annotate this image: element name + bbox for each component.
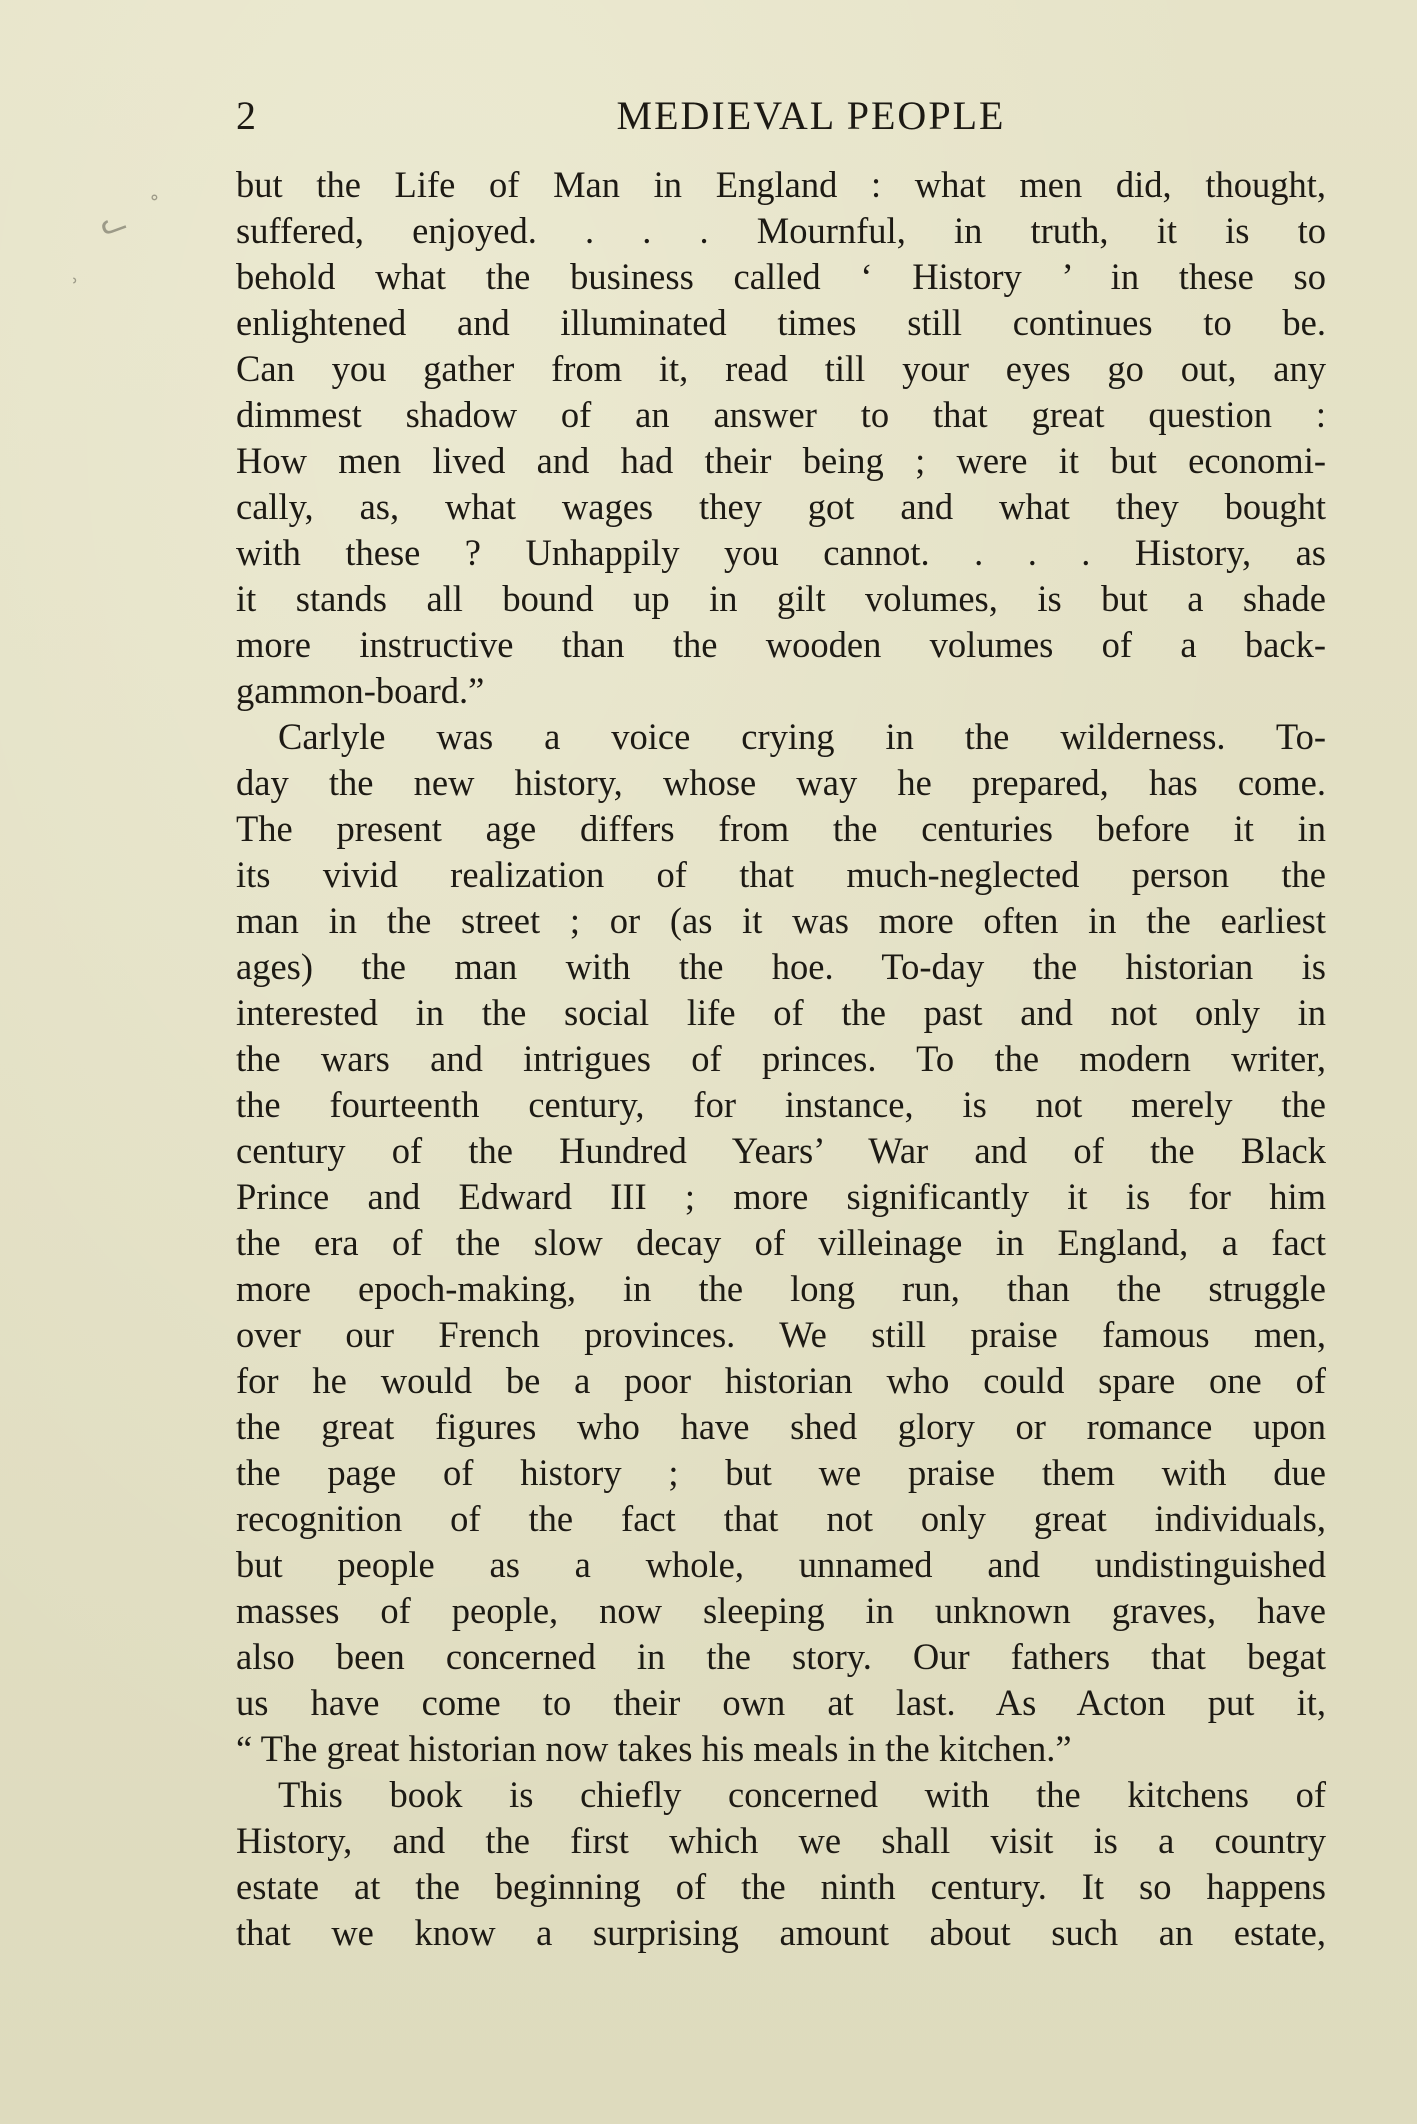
text-line: also been concerned in the story. Our fathers that begat <box>236 1636 1326 1677</box>
text-line: History, and the first which we shall visit is a country <box>236 1820 1326 1861</box>
text-line: but people as a whole, unnamed and undistinguished <box>236 1544 1326 1585</box>
margin-pencil-mark: ᓚ <box>94 201 131 244</box>
text-line: gammon-board.” <box>236 670 485 711</box>
text-line: suffered, enjoyed. . . . Mournful, in truth, it is to <box>236 210 1326 251</box>
text-line: it stands all bound up in gilt volumes, is but a shade <box>236 578 1326 619</box>
running-head: MEDIEVAL PEOPLE <box>616 93 1006 138</box>
text-line: more instructive than the wooden volumes of a back- <box>236 624 1326 665</box>
text-line: for he would be a poor historian who could spare one of <box>236 1360 1326 1401</box>
text-line: the great figures who have shed glory or romance upon <box>236 1406 1326 1447</box>
text-line: Carlyle was a voice crying in the wilderness. To- <box>278 716 1326 757</box>
text-line: man in the street ; or (as it was more often in the earliest <box>236 900 1326 941</box>
text-line: How men lived and had their being ; were it but economi- <box>236 440 1326 481</box>
text-line: over our French provinces. We still praise famous men, <box>236 1314 1326 1355</box>
text-line: that we know a surprising amount about such an estate, <box>236 1912 1326 1953</box>
text-line: estate at the beginning of the ninth century. It so happens <box>236 1866 1326 1907</box>
text-line: its vivid realization of that much-neglected person the <box>236 854 1326 895</box>
text-line: the wars and intrigues of princes. To the modern writer, <box>236 1038 1326 1079</box>
text-line: This book is chiefly concerned with the kitchens of <box>278 1774 1326 1815</box>
body-text <box>236 162 1326 1956</box>
text-line: us have come to their own at last. As Acton put it, <box>236 1682 1326 1723</box>
page-header <box>236 92 1326 148</box>
text-line: the fourteenth century, for instance, is not merely the <box>236 1084 1326 1125</box>
text-line: recognition of the fact that not only great individuals, <box>236 1498 1326 1539</box>
text-line: behold what the business called ‘ History ’ in these so <box>236 256 1326 297</box>
text-line: Can you gather from it, read till your eyes go out, any <box>236 348 1326 389</box>
text-line: interested in the social life of the past and not only in <box>236 992 1326 1033</box>
text-line: cally, as, what wages they got and what they bought <box>236 486 1326 527</box>
text-line: century of the Hundred Years’ War and of the Black <box>236 1130 1326 1171</box>
margin-pencil-mark: ˒ <box>72 270 79 295</box>
text-line: but the Life of Man in England : what men did, thought, <box>236 164 1326 205</box>
text-line: more epoch-making, in the long run, than the struggle <box>236 1268 1326 1309</box>
text-line: day the new history, whose way he prepared, has come. <box>236 762 1326 803</box>
text-line: “ The great historian now takes his meals in the kitchen.” <box>236 1728 1072 1769</box>
text-line: The present age differs from the centuries before it in <box>236 808 1326 849</box>
text-line: masses of people, now sleeping in unknown graves, have <box>236 1590 1326 1631</box>
text-line: Prince and Edward III ; more significantly it is for him <box>236 1176 1326 1217</box>
text-line: ages) the man with the hoe. To-day the historian is <box>236 946 1326 987</box>
page-number: 2 <box>236 93 257 138</box>
text-line: enlightened and illuminated times still continues to be. <box>236 302 1326 343</box>
text-line: the era of the slow decay of villeinage in England, a fact <box>236 1222 1326 1263</box>
margin-pencil-mark: ᐤ <box>150 190 159 215</box>
text-line: dimmest shadow of an answer to that great question : <box>236 394 1326 435</box>
text-line: the page of history ; but we praise them with due <box>236 1452 1326 1493</box>
text-line: with these ? Unhappily you cannot. . . . History, as <box>236 532 1326 573</box>
